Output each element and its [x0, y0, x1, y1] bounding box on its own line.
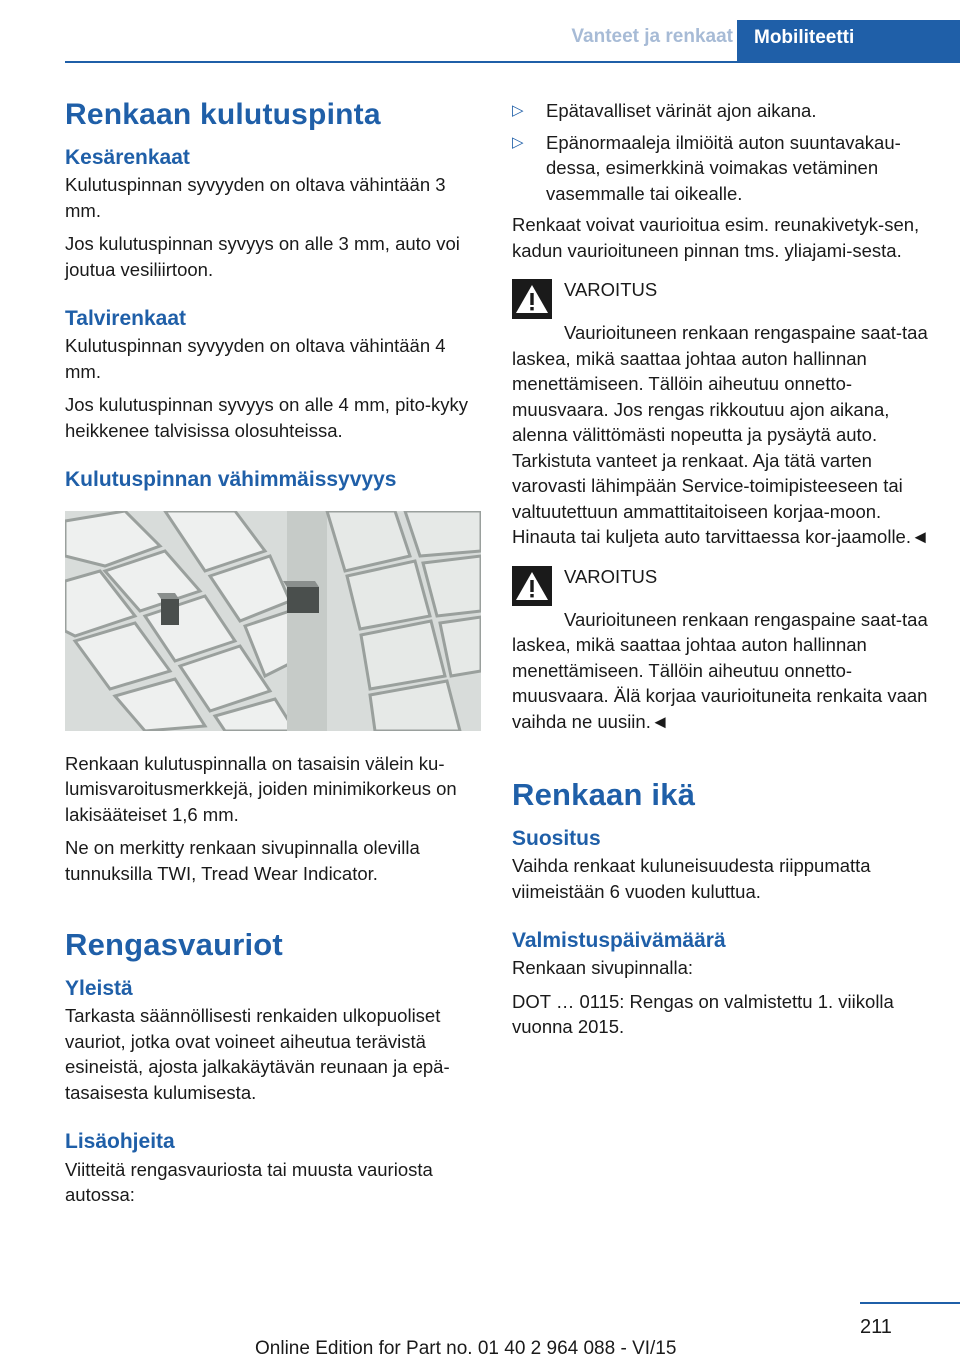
- list-item: [512, 130, 932, 207]
- damage-causes-text: Renkaat voivat vaurioitua esim. reunakivetyk-sen, kadun vaurioituneen pinnan tms. yliajami-sesta.: [512, 214, 920, 261]
- winter-depth-text: Kulutuspinnan syvyyden on oltava vähintään 4 mm.: [65, 335, 446, 382]
- recommendation-heading: Suositus: [512, 827, 601, 851]
- page-number: 211: [860, 1316, 892, 1338]
- sidewall-label-text: Renkaan sivupinnalla:: [512, 957, 694, 979]
- winter-grip-text: Jos kulutuspinnan syvyys on alle 4 mm, pito-kyky heikkenee talvisissa olosuhteissa.: [65, 394, 469, 441]
- footer-divider: [860, 1302, 960, 1304]
- min-depth-heading: Kulutuspinnan vähimmäissyvyys: [65, 468, 397, 492]
- warning-icon: [512, 566, 552, 606]
- section-title-damage: Rengasvauriot: [65, 927, 283, 963]
- section-title-tread: Renkaan kulutuspinta: [65, 98, 381, 131]
- warning-text: Vaurioituneen renkaan rengaspaine saat-taa laskea, mikä saattaa johtaa auton hallinnan menettämiseen. Tällöin aiheutuu onnetto-muusvaara. Jos rengas rikkoutuu ajon aikana, alenna välittömästi nopeutta ja pysäytä auto. Tarkistuta vanteet ja renkaat. Aja tätä varten varovasti lähimpään Service-toimipisteeseen tai valtuutettuun ammattitaitoiseen korjaa-moon. Hinauta tai kuljeta auto tarvittaessa kor-jaamolle.◄: [512, 322, 930, 547]
- right-column: [512, 98, 932, 1048]
- left-column: [65, 98, 483, 1216]
- header-chapter-tab: Mobiliteetti: [737, 20, 960, 62]
- warning-block-2: [512, 564, 932, 735]
- list-item: [512, 98, 932, 124]
- twi-marks-text: Renkaan kulutuspinnalla on tasaisin välein ku-lumisvaroitusmerkkejä, joiden minimikorkeus on lakisääteiset 1,6 mm.: [65, 752, 457, 825]
- triangle-bullet-icon: ▷: [512, 102, 524, 119]
- summer-aquaplaning-text: Jos kulutuspinnan syvyys on alle 3 mm, auto voi joutua vesiliirtoon.: [65, 233, 460, 280]
- tire-tread-illustration: [65, 511, 481, 731]
- header-section-label: Vanteet ja renkaat: [571, 26, 733, 47]
- warning-text: Vaurioituneen renkaan rengaspaine saat-taa laskea, mikä saattaa johtaa auton hallinnan menettämiseen. Tällöin aiheutuu onnetto-muusvaara. Älä korjaa vaurioituneita renkaita vaan vaihda ne uusiin.◄: [512, 608, 928, 732]
- summer-depth-text: Kulutuspinnan syvyyden on oltava vähintään 3 mm.: [65, 174, 446, 221]
- triangle-bullet-icon: ▷: [512, 133, 524, 151]
- header-divider: [65, 61, 960, 63]
- warning-title: VAROITUS: [564, 279, 658, 300]
- dot-code-text: DOT … 0115: Rengas on valmistettu 1. viikolla vuonna 2015.: [512, 990, 894, 1038]
- list-item-text: Epänormaaleja ilmiöitä auton suuntavakau-dessa, esimerkkinä voimakas vetäminen vasemmalle tai oikealle.: [546, 131, 901, 204]
- general-inspection-text: Tarkasta säännöllisesti renkaiden ulkopuoliset vauriot, jotka ovat voineet aiheutua terävistä esineistä, ajosta jalkakäytävän reunaan ja epä-tasaisesta kulumisesta.: [65, 1005, 450, 1103]
- twi-sidewall-text: Ne on merkitty renkaan sivupinnalla olevilla tunnuksilla TWI, Tread Wear Indicator.: [65, 837, 420, 884]
- manufacture-date-heading: Valmistuspäivämäärä: [512, 929, 726, 953]
- warning-icon: [512, 279, 552, 319]
- more-info-heading: Lisäohjeita: [65, 1130, 175, 1154]
- warning-block-1: [512, 277, 932, 550]
- general-heading: Yleistä: [65, 977, 133, 1001]
- section-title-age: Renkaan ikä: [512, 777, 696, 812]
- damage-signs-text: Viitteitä rengasvauriosta tai muusta vauriosta autossa:: [65, 1158, 433, 1206]
- page-header: [0, 0, 960, 62]
- warning-title: VAROITUS: [564, 565, 658, 587]
- winter-tires-heading: Talvirenkaat: [65, 307, 187, 331]
- list-item-text: Epätavalliset värinät ajon aikana.: [546, 100, 817, 121]
- edition-footer: Online Edition for Part no. 01 40 2 964 088 - VI/15: [255, 1338, 677, 1359]
- recommendation-text: Vaihda renkaat kuluneisuudesta riippumatta viimeistään 6 vuoden kuluttua.: [512, 855, 871, 902]
- summer-tires-heading: Kesärenkaat: [65, 146, 190, 169]
